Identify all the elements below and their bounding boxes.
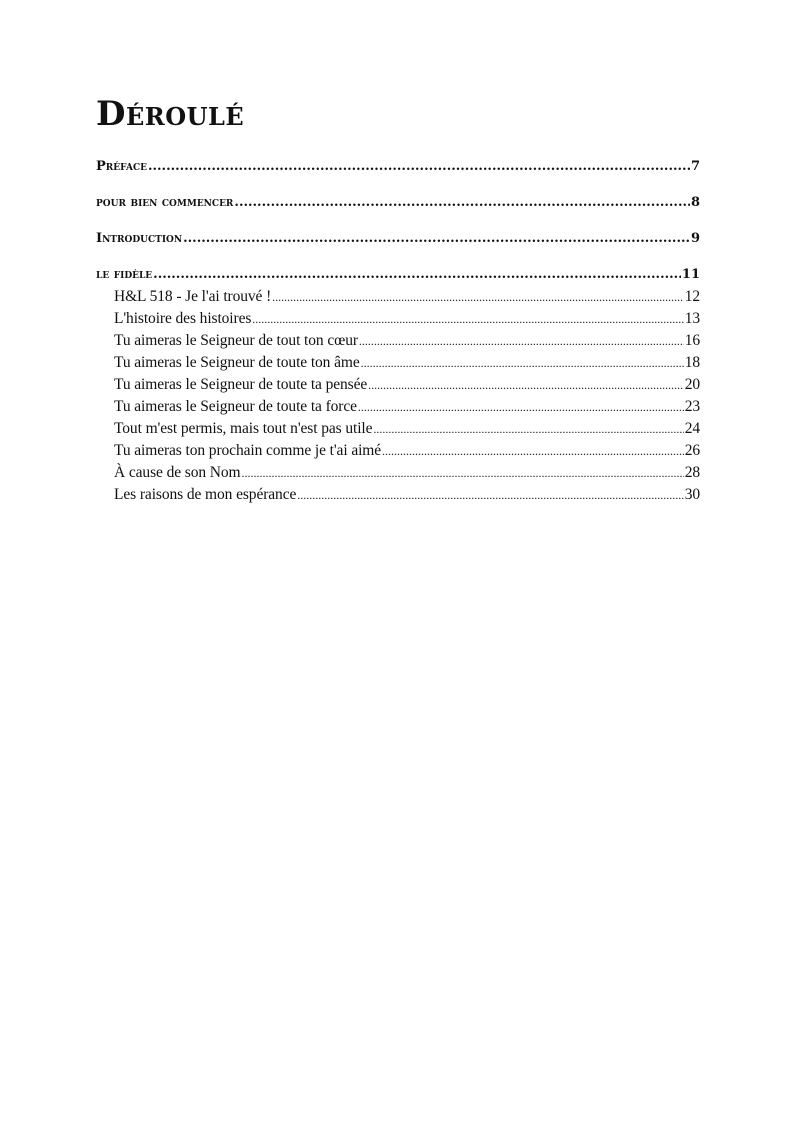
dot-leader [183,228,690,250]
toc-page-number: 18 [684,354,700,371]
toc-page-number: 28 [684,464,700,481]
toc-entry-pour-bien-commencer[interactable] [96,192,700,214]
toc-entry-label: Préface [96,159,147,174]
toc-page-number: 8 [690,195,700,210]
toc-entry-label: pour bien commencer [96,195,234,210]
dot-leader [234,192,690,214]
toc-entry-preface[interactable] [96,156,700,178]
dot-leader [382,440,684,462]
toc-page-number: 7 [690,159,700,174]
toc-subentry[interactable] [96,286,700,308]
toc-page-number: 26 [684,442,700,459]
dot-leader [297,484,683,506]
toc-subentry-label: H&L 518 - Je l'ai trouvé ! [114,288,272,305]
toc-page-number: 16 [684,332,700,349]
toc-subentry[interactable] [96,330,700,352]
dot-leader [361,352,684,374]
table-of-contents [96,156,700,506]
dot-leader [252,308,683,330]
dot-leader [153,264,681,286]
toc-page-number: 13 [684,310,700,327]
toc-page-number: 23 [684,398,700,415]
document-page [96,94,700,506]
dot-leader [373,418,683,440]
toc-subentry-label: Tu aimeras le Seigneur de toute ton âme [114,354,360,371]
toc-page-number: 11 [681,267,700,282]
dot-leader [272,286,684,308]
toc-subentry[interactable] [96,374,700,396]
toc-subentry[interactable] [96,440,700,462]
toc-subentry-label: À cause de son Nom [114,464,241,481]
toc-subentry[interactable] [96,396,700,418]
toc-subentry-label: Tu aimeras le Seigneur de toute ta force [114,398,357,415]
dot-leader [358,396,684,418]
dot-leader [359,330,684,352]
toc-page-number: 9 [690,231,700,246]
toc-subentry[interactable] [96,462,700,484]
toc-subentry[interactable] [96,308,700,330]
dot-leader [368,374,684,396]
toc-subentry-label: Tu aimeras le Seigneur de toute ta pensée [114,376,368,393]
page-title: Déroulé [96,94,245,134]
toc-subentry[interactable] [96,352,700,374]
toc-entry-label: Introduction [96,231,183,246]
toc-entry-le-fidele[interactable] [96,264,700,286]
toc-subentry[interactable] [96,418,700,440]
toc-subentry-label: Tu aimeras ton prochain comme je t'ai aimé [114,442,382,459]
toc-page-number: 24 [684,420,700,437]
toc-entry-label: le fidèle [96,267,153,282]
toc-subentry-label: Les raisons de mon espérance [114,486,297,503]
toc-subentry[interactable] [96,484,700,506]
dot-leader [241,462,683,484]
toc-page-number: 30 [684,486,700,503]
toc-entry-introduction[interactable] [96,228,700,250]
toc-subentry-label: Tu aimeras le Seigneur de tout ton cœur [114,332,358,349]
toc-page-number: 12 [684,288,700,305]
toc-page-number: 20 [684,376,700,393]
dot-leader [148,156,690,178]
toc-subentry-label: L'histoire des histoires [114,310,252,327]
toc-subentry-label: Tout m'est permis, mais tout n'est pas utile [114,420,373,437]
